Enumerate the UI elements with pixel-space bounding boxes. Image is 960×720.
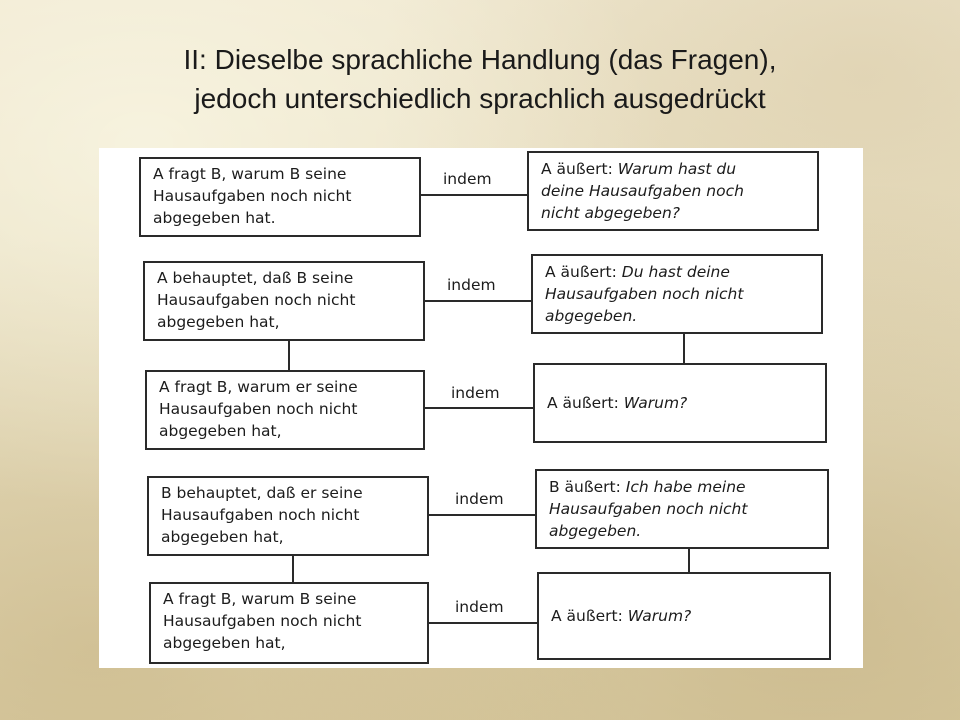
right-text-row-4-line-3: abgegeben. [549,522,642,540]
right-text-row-1-line-1 [541,158,805,180]
left-text-row-4-line-1: B behauptet, daß er seine [161,484,363,502]
utterance-prefix: A äußert: [547,394,619,412]
right-box-row-5 [537,572,831,660]
utterance-prefix: A äußert: [551,607,623,625]
left-text-row-4-line-2: Hausaufgaben noch nicht [161,506,360,524]
right-text-row-5-line-1 [551,605,817,627]
left-text-row-2-line-2: Hausaufgaben noch nicht [157,291,356,309]
utterance-italic: Ich habe meine [625,478,746,496]
left-box-row-2 [143,261,425,341]
indem-label-row-1: indem [443,170,492,188]
left-text-row-5-line-3: abgegeben hat, [163,634,286,652]
left-text-row-3-line-3: abgegeben hat, [159,422,282,440]
left-text-row-1-line-1: A fragt B, warum B seine [153,165,347,183]
utterance-prefix: A äußert: [541,160,613,178]
utterance-italic: Warum? [627,607,692,625]
right-text-row-4-line-1 [549,476,815,498]
right-box-row-2 [531,254,823,334]
right-box-row-3 [533,363,827,443]
indem-label-row-3: indem [451,384,500,402]
utterance-italic: Warum hast du [617,160,737,178]
left-text-row-1-line-3: abgegeben hat. [153,209,276,227]
utterance-prefix: A äußert: [545,263,617,281]
left-text-row-4-line-3: abgegeben hat, [161,528,284,546]
title-line-2: jedoch unterschiedlich sprachlich ausgedrückt [194,83,766,114]
indem-label-row-5: indem [455,598,504,616]
left-text-row-2-line-1: A behauptet, daß B seine [157,269,354,287]
utterance-prefix: B äußert: [549,478,621,496]
utterance-italic: Warum? [623,394,688,412]
left-box-row-3 [145,370,425,450]
title-line-1: II: Dieselbe sprachliche Handlung (das Fragen), [183,44,777,75]
left-text-row-3-line-1: A fragt B, warum er seine [159,378,358,396]
right-box-row-4 [535,469,829,549]
right-text-row-1-line-2: deine Hausaufgaben noch [541,182,744,200]
left-text-row-1-line-2: Hausaufgaben noch nicht [153,187,352,205]
indem-label-row-2: indem [447,276,496,294]
left-text-row-5-line-1: A fragt B, warum B seine [163,590,357,608]
slide-title [0,40,960,118]
indem-label-row-4: indem [455,490,504,508]
left-text-row-5-line-2: Hausaufgaben noch nicht [163,612,362,630]
right-text-row-1-line-3: nicht abgegeben? [541,204,680,222]
diagram-panel [99,148,863,668]
right-text-row-3-line-1 [547,392,813,414]
left-text-row-3-line-2: Hausaufgaben noch nicht [159,400,358,418]
left-text-row-2-line-3: abgegeben hat, [157,313,280,331]
right-text-row-2-line-1 [545,261,809,283]
left-box-row-5 [149,582,429,664]
left-box-row-1 [139,157,421,237]
right-box-row-1 [527,151,819,231]
right-text-row-2-line-3: abgegeben. [545,307,638,325]
utterance-italic: Du hast deine [621,263,730,281]
right-text-row-4-line-2: Hausaufgaben noch nicht [549,500,748,518]
right-text-row-2-line-2: Hausaufgaben noch nicht [545,285,744,303]
left-box-row-4 [147,476,429,556]
